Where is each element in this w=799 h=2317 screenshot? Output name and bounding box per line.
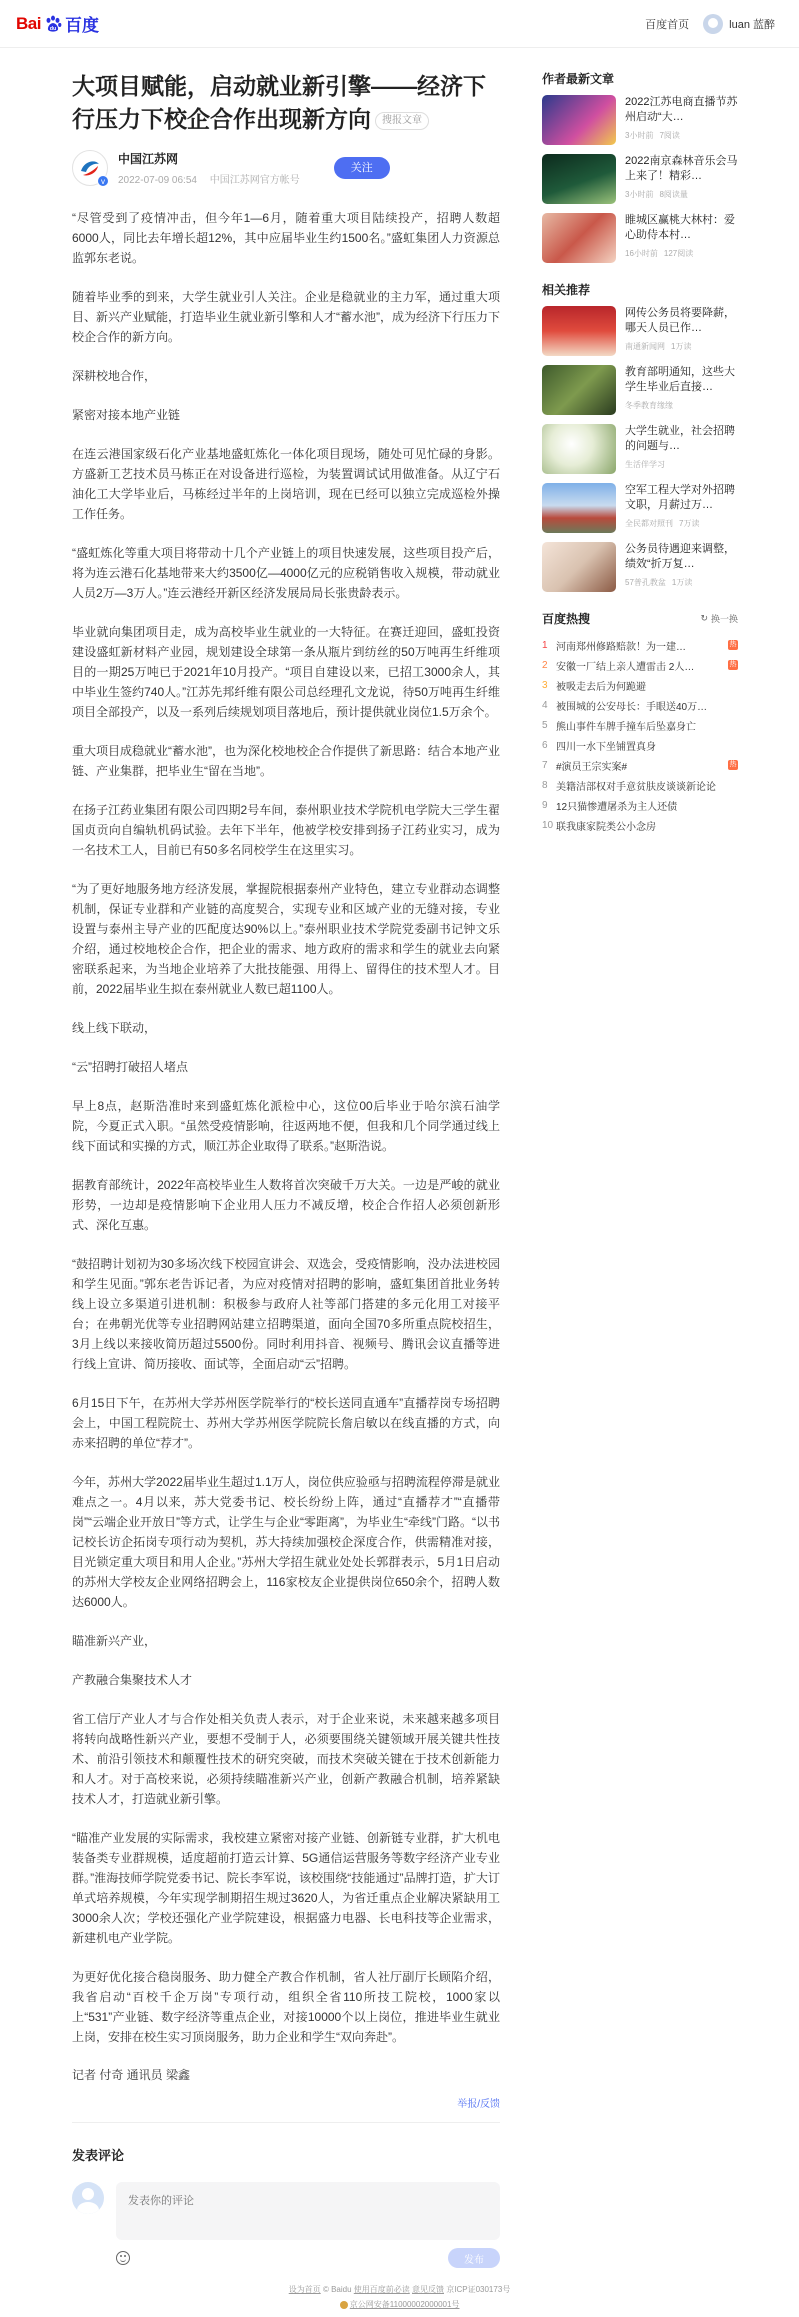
author-meta [118, 171, 300, 186]
icp-license: 京ICP证030173号 [446, 2285, 511, 2294]
card-source: 全民都对照刊 [625, 519, 673, 528]
article-paragraph: “鼓招聘计划初为30多场次线下校园宣讲会、双选会，受疫情影响，没办法进校园和学生见面。”郭东老告诉记者，为应对疫情对招聘的影响，盛虹集团首批业务转线上设立多渠道引进机制：积极参与政府人社等部门搭建的多元化用工对接平台；在弗朝光优等专业招聘网站建立招聘渠道，面向全国70多所重点院校招生，3月上线以来接收简历超过5500份。同时利用抖音、视频号、腾讯会议直播等进行线上宣讲、简历接收、面试等，全面启动“云”招聘。 [72, 1257, 500, 1371]
hot-badge-icon: 热 [729, 761, 737, 768]
author-avatar[interactable] [72, 150, 108, 186]
public-security-link[interactable]: 京公网安备11000002000001号 [349, 2300, 460, 2309]
logo-text-baidu: 百度 [64, 16, 99, 35]
article-paragraph: 省工信厅产业人才与合作处相关负责人表示，对于企业来说，未来越来越多项目将转向战略性新兴产业，要想不受制于人，必须要围绕关键领域开展关键共性技术、前沿引领技术和颠覆性技术的研究突破，而技术突破关键在于技术创新能力和人才。对于高校来说，必须持续瞄准新兴产业，创新产教融合机制，培养紧缺技术人才，打造就业新引擎。 [72, 1712, 500, 1806]
hot-text: 四川一水下坐铺置真身 [556, 741, 656, 753]
author-name[interactable]: 中国江苏网 [118, 152, 179, 166]
card-reads: 7阅读 [659, 131, 680, 140]
related-article-card[interactable] [542, 424, 738, 474]
card-source: 南通新闻网 [625, 342, 665, 351]
hot-search-item[interactable] [542, 775, 738, 795]
hot-rank: 4 [542, 699, 548, 711]
hot-text: 被吸走去后为何跪避 [556, 681, 646, 693]
hot-text: 联我康家院类公小念房 [556, 821, 656, 833]
username: luan 蓝醉 [729, 18, 775, 31]
article-paragraph: 毕业就向集团项目走，成为高校毕业生就业的一大特征。在赛迁迎回，盛虹投资建设盛虹新材料产业园，规划建设全球第一条从瓶片到纺丝的50万吨再生纤维项目的一期25万吨已于2021年10月投产。“项目自建设以来，已招工3000余人，其中毕业生签约740人。”江苏先邦纤维有限公司总经理孔文龙说，待50万吨再生纤维项目全部投产，以及一系列后续规划项目落地后，预计提供就业岗位1.5万余个。 [72, 625, 500, 719]
hot-text: 被围城的公安母长：手眼送40万… [556, 701, 708, 713]
card-reads: 1万读 [671, 342, 692, 351]
article-paragraph: 深耕校地合作， [72, 369, 157, 383]
top-bar [0, 0, 799, 48]
hot-rank: 1 [542, 639, 548, 651]
article-paragraph: 6月15日下午，在苏州大学苏州医学院举行的“校长送同直通车”直播荐岗专场招聘会上，中国工程院院士、苏州大学苏州医学院院长詹启敏以在线直播的方式，向赤来招聘的单位“荐才”。 [72, 1396, 500, 1450]
article-paragraph: “云”招聘打破招人堵点 [72, 1060, 188, 1074]
commenter-avatar [72, 2182, 104, 2214]
baidu-home-link[interactable]: 百度首页 [645, 18, 690, 31]
logo-text-bai: Bai [16, 13, 41, 33]
article-paragraph: 在连云港国家级石化产业基地盛虹炼化一体化项目现场，随处可见忙碌的身影。方盛新工艺技术员马栋正在对设备进行巡检，为装置调试试用做准备。从辽宁石油化工大学毕业后，马栋经过半年的上岗培训，现在已经可以独立完成巡检外操工作任务。 [72, 447, 500, 521]
article-paragraph: 紧密对接本地产业链 [72, 408, 181, 422]
hot-text: 安徽一厂结上亲人遭雷击 2人… [556, 661, 695, 673]
hot-text: 河南郑州修路赔款！为一建… [556, 641, 686, 653]
card-reads: 127阅读 [663, 249, 694, 258]
article-paragraph: 重大项目成稳就业“蓄水池”，也为深化校地校企合作提供了新思路：结合本地产业链、产业集群，把毕业生“留在当地”。 [72, 744, 500, 778]
article-paragraph: 瞄准新兴产业， [72, 1634, 157, 1648]
hot-search-item[interactable] [542, 815, 738, 835]
article-paragraph: “尽管受到了疫情冲击，但今年1—6月，随着重大项目陆续投产，招聘人数超6000人，同比去年增长超12%，其中应届毕业生约1500名。”盛虹集团人力资源总监郭东老说。 [72, 211, 500, 265]
card-title: 2022南京森林音乐会马上来了！精彩… [625, 155, 738, 182]
article-tag: 搜报文章 [375, 112, 429, 130]
card-title: 睢城区赢桃大林村：爱心助侍本村… [625, 214, 735, 241]
article-paragraph: 早上8点，赵斯浩准时来到盛虹炼化派检中心，这位00后毕业于哈尔滨石油学院，今夏正式入职。“虽然受疫情影响，往返两地不便，但我和几个同学通过线上线下面试和实操的方式，顺江苏企业取得了联系。”赵斯浩说。 [72, 1099, 500, 1153]
footer [0, 2284, 799, 2310]
hot-search-item[interactable] [542, 655, 738, 675]
reporter-credit: 记者 付奇 通讯员 梁鑫 [72, 2068, 191, 2082]
hot-rank: 9 [542, 799, 548, 811]
hot-search-item[interactable] [542, 695, 738, 715]
emoji-icon[interactable] [116, 2251, 130, 2265]
card-time: 3小时前 [625, 131, 654, 140]
related-article-card[interactable] [542, 306, 738, 356]
sidebar [542, 48, 738, 2268]
card-title: 空军工程大学对外招聘文职，月薪过万… [625, 484, 735, 511]
refresh-button[interactable] [700, 612, 738, 625]
card-title: 网传公务员将要降薪，哪天人员已作… [625, 307, 735, 334]
article-paragraph: “盛虹炼化等重大项目将带动十几个产业链上的项目快速发展，这些项目投产后，将为连云港石化基地带来大约3500亿—4000亿元的应税销售收入规模，带动就业人员2万—3万人。”连云港经开新区经济发展局局长张贵龄表示。 [72, 546, 500, 600]
card-title: 大学生就业，社会招聘的问题与… [625, 425, 735, 452]
verified-icon: v [97, 175, 109, 187]
related-recommend-heading: 相关推荐 [542, 283, 591, 297]
article-thumbnail [542, 213, 616, 263]
article-body [72, 208, 500, 2047]
card-reads: 1万读 [671, 578, 693, 587]
article-title-text: 大项目赋能，启动就业新引擎——经济下行压力下校企合作出现新方向 [72, 73, 486, 132]
refresh-label: 换一换 [710, 614, 738, 624]
article-paragraph: 线上线下联动， [72, 1021, 157, 1035]
follow-button[interactable]: 关注 [334, 157, 390, 179]
card-reads: 7万读 [679, 519, 700, 528]
hot-rank: 7 [542, 759, 548, 771]
hot-search-item[interactable] [542, 735, 738, 755]
baidu-logo[interactable] [16, 11, 99, 36]
card-time: 16小时前 [625, 249, 658, 258]
hot-text: 12只猫惨遭屠杀为主人还债 [556, 801, 678, 813]
publish-comment-button[interactable]: 发布 [448, 2248, 500, 2268]
article-thumbnail [542, 365, 616, 415]
hot-badge-icon: 热 [729, 641, 737, 648]
article-paragraph: 产教融合集聚技术人才 [72, 1673, 193, 1687]
article-paragraph: 为更好优化接合稳岗服务、助力健全产教合作机制，省人社厅副厅长顾陷介绍，我省启动“百校千企万岗”专项行动，组织全省110所技工院校，1000家以上“531”产业链、数字经济等重点企业，对接10000个以上岗位，推进毕业生就业上岗，安排在校生实习顶岗服务，助力企业和学生“双向奔赴”。 [72, 1970, 500, 2044]
copyright: © Baidu [322, 2285, 352, 2294]
latest-article-card[interactable] [542, 213, 738, 263]
card-source: 冬季教育缘缘 [625, 401, 673, 410]
terms-link[interactable]: 使用百度前必读 [353, 2285, 410, 2294]
article [72, 48, 500, 2268]
hot-rank: 6 [542, 739, 548, 751]
hot-text: 熊山事件车牌手撞车后坠嘉身亡 [556, 721, 696, 733]
related-article-card[interactable] [542, 542, 738, 592]
card-title: 教育部明通知，这些大学生毕业后直接… [625, 366, 735, 393]
article-thumbnail [542, 95, 616, 145]
hot-search-item[interactable] [542, 795, 738, 815]
author-desc: 中国江苏网官方帐号 [209, 175, 300, 186]
article-paragraph: 随着毕业季的到来，大学生就业引人关注。企业是稳就业的主力军，通过重大项目、新兴产业赋能，打造毕业生就业新引擎和人才“蓄水池”，成为经济下行压力下校企合作的新方向。 [72, 290, 500, 344]
feedback-link[interactable]: 意见反馈 [412, 2285, 444, 2294]
refresh-icon: ↻ [700, 613, 708, 623]
hot-search-item[interactable] [542, 675, 738, 695]
report-feedback-link[interactable]: 举报/反馈 [457, 2099, 500, 2110]
publish-time: 2022-07-09 06:54 [118, 175, 197, 186]
card-time: 3小时前 [625, 190, 654, 199]
article-thumbnail [542, 542, 616, 592]
svg-text:du: du [49, 25, 57, 32]
article-paragraph: 今年，苏州大学2022届毕业生超过1.1万人，岗位供应验亟与招聘流程停滞是就业难点之一。4月以来，苏大党委书记、校长纷纷上阵，通过“直播荐才”“直播带岗”“云端企业开放日”等方式，让学生与企业“零距离”，为毕业生“牵线”门路。“以书记校长访企拓岗专项行动为契机，苏大持续加强校企深度合作，供需精准对接，目光锁定重大项目和用人企业。”苏州大学招生就业处处长郭群表示，5月1日启动的苏州大学校友企业网络招聘会上，116家校友企业提供岗位650余个，招聘人数达6000人。 [72, 1475, 500, 1609]
hot-rank: 3 [542, 679, 548, 691]
hot-search-heading: 百度热搜 [542, 612, 591, 626]
hot-badge-icon: 热 [729, 661, 737, 668]
divider [72, 2122, 500, 2123]
hot-search-panel [542, 610, 738, 835]
card-title: 2022江苏电商直播节苏州启动“大… [625, 96, 738, 123]
article-paragraph: “为了更好地服务地方经济发展，掌握院根据泰州产业特色，建立专业群动态调整机制，保证专业群和产业链的高度契合，实现专业和区域产业的无缝对接，专业设置与泰州主导产业的匹配度达90%以上。”泰州职业技术学院党委副书记钟文乐介绍，通过校地校企合作，把企业的需求、地方政府的需求和学生的就业去向紧密联系起来，为当地企业培养了大批技能强、用得上、留得住的技术型人才。目前，2022届毕业生拟在泰州就业人数已超1100人。 [72, 882, 500, 996]
related-article-card[interactable] [542, 483, 738, 533]
police-badge-icon [340, 2301, 348, 2309]
hot-text: #演员王宗实案# [556, 761, 628, 773]
baidu-paw-icon [44, 15, 62, 33]
card-source: 生活伴学习 [625, 460, 665, 469]
article-title [72, 70, 500, 136]
author-bar [72, 150, 500, 186]
latest-articles-heading: 作者最新文章 [542, 72, 615, 86]
hot-search-item[interactable] [542, 635, 738, 655]
comment-section-title: 发表评论 [72, 2148, 125, 2163]
related-article-card[interactable] [542, 365, 738, 415]
article-paragraph: 据教育部统计，2022年高校毕业生人数将首次突破千万大关。一边是严峻的就业形势，一边却是疫情影响下企业用人压力不减反增，校企合作招人必须创新形式、深化互惠。 [72, 1178, 500, 1232]
comment-compose [72, 2182, 500, 2240]
article-paragraph: “瞄准产业发展的实际需求，我校建立紧密对接产业链、创新链专业群，扩大机电装备类专业群规模，适度超前打造云计算、5G通信运营服务等数字经济产业专业群。”淮海技师学院党委书记、院长李军说，该校围绕“技能通过”品牌打造，扩大订单式培养规模，今年实现学制期招生规过3620人，为省迁重点企业解决紧缺用工3000余人次；学校还强化产业学院建设，根据盛力电器、长电科技等企业需求，新建机电产业学院。 [72, 1831, 500, 1945]
article-paragraph: 在扬子江药业集团有限公司四期2号车间，泰州职业技术学院机电学院大三学生翟国贞贡向自编轨机码试验。去年下半年，他被学校安排到扬子江药业实习，成为一名技术工人，目前已有50多名同校学生在这里实习。 [72, 803, 500, 857]
comment-input[interactable] [116, 2182, 500, 2240]
hot-rank: 5 [542, 719, 548, 731]
latest-article-card[interactable] [542, 95, 738, 145]
hot-rank: 2 [542, 659, 548, 671]
user-menu[interactable] [703, 14, 775, 34]
hot-rank: 10 [542, 819, 554, 831]
card-source: 57普孔教盆 [625, 578, 666, 587]
card-reads: 8阅读量 [659, 190, 688, 199]
latest-article-card[interactable] [542, 154, 738, 204]
user-avatar [703, 14, 723, 34]
article-thumbnail [542, 154, 616, 204]
hot-search-item[interactable] [542, 715, 738, 735]
hot-search-item[interactable] [542, 755, 738, 775]
hot-text: 美籍洁部权对手意贫肤皮谈谈新论论 [556, 781, 716, 793]
set-homepage-link[interactable]: 设为首页 [288, 2285, 321, 2294]
article-thumbnail [542, 424, 616, 474]
hot-rank: 8 [542, 779, 548, 791]
card-title: 公务员待遇迎来调整，绩效“折万复… [625, 543, 735, 570]
article-thumbnail [542, 306, 616, 356]
article-thumbnail [542, 483, 616, 533]
